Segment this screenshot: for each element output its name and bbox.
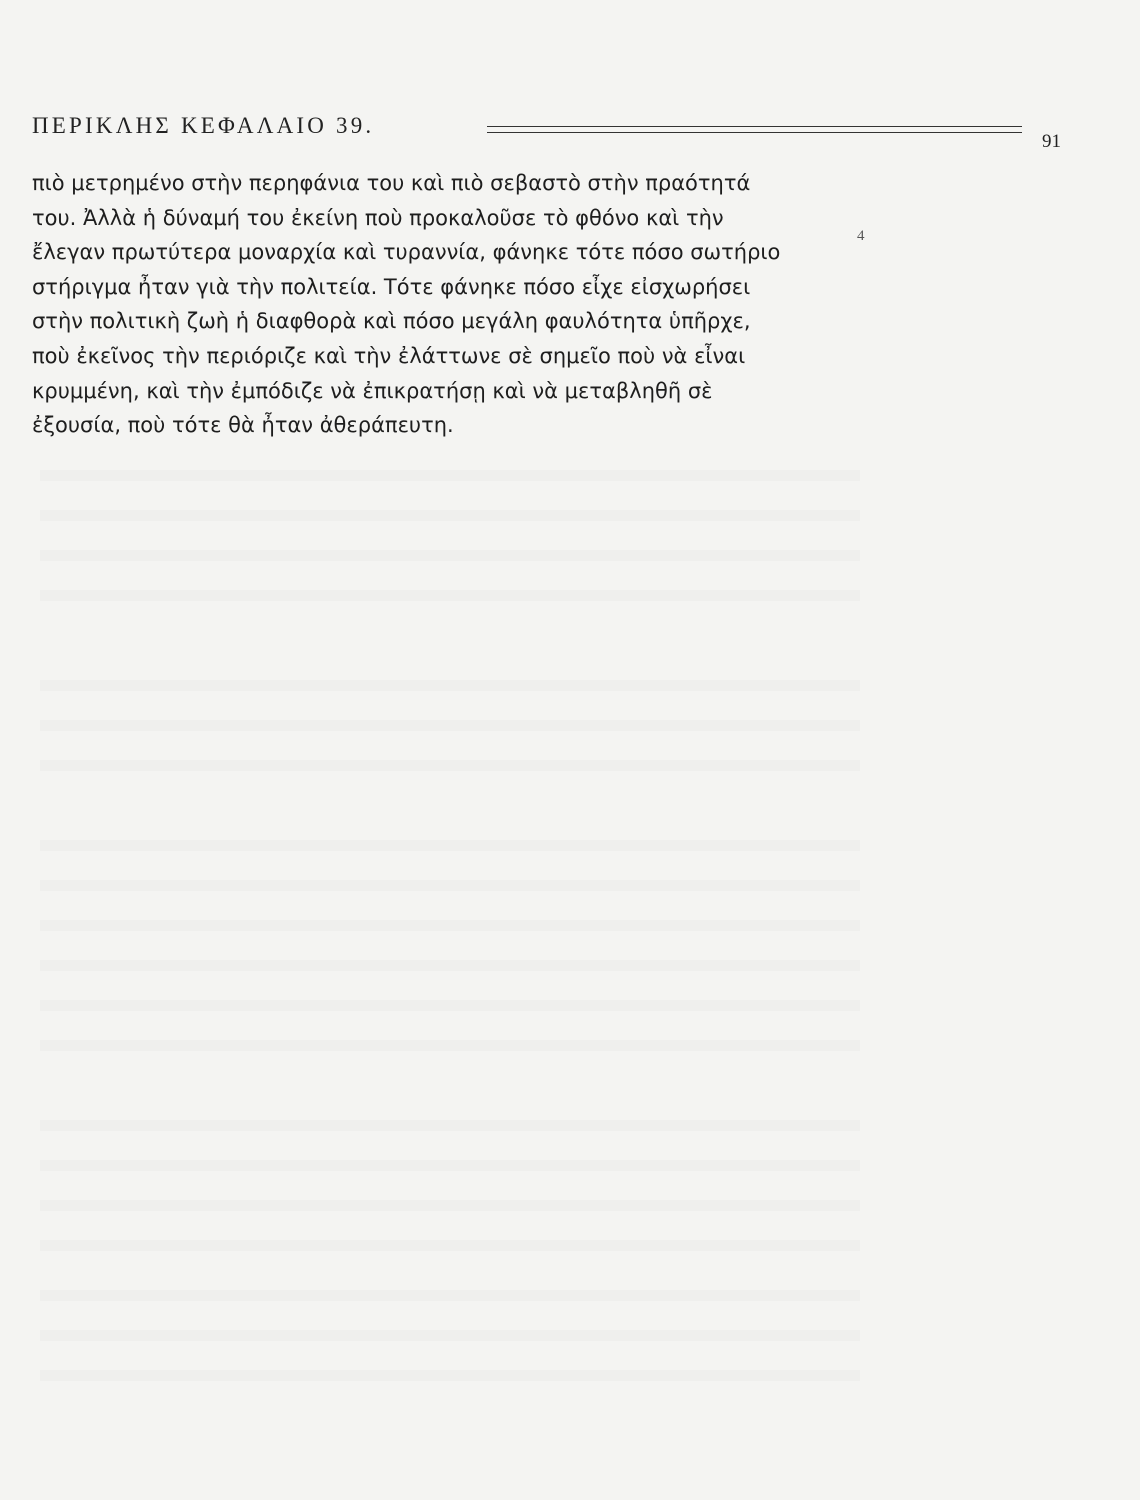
show-through <box>40 840 860 851</box>
show-through <box>40 1330 860 1341</box>
page-number: 91 <box>1042 131 1061 152</box>
show-through <box>40 1290 860 1301</box>
show-through <box>40 760 860 771</box>
show-through <box>40 590 860 601</box>
body-text <box>0 166 860 443</box>
show-through <box>40 680 860 691</box>
text-line: κρυμμένη, καὶ τὴν ἐμπόδιζε νὰ ἐπικρατήσῃ καὶ νὰ μεταβληθῆ σὲ <box>32 378 713 403</box>
text-line: ἐξουσία, ποὺ τότε θὰ ἦταν ἀθεράπευτη. <box>32 413 454 438</box>
page-header <box>32 113 1112 153</box>
show-through <box>40 1120 860 1131</box>
text-line: πιὸ μετρημένο στὴν περηφάνια του καὶ πιὸ σεβαστὸ στὴν πραότητά <box>32 171 751 195</box>
show-through <box>40 1040 860 1051</box>
margin-line-number: 4 <box>857 228 865 244</box>
text-line: ποὺ ἐκεῖνος τὴν περιόριζε καὶ τὴν ἐλάττωνε σὲ σημεῖο ποὺ νὰ εἶναι <box>32 343 746 368</box>
text-line: του. Ἀλλὰ ἡ δύναμή του ἐκείνη ποὺ προκαλοῦσε τὸ φθόνο καὶ τὴν <box>32 205 724 230</box>
show-through <box>40 1160 860 1171</box>
show-through <box>40 920 860 931</box>
show-through <box>40 720 860 731</box>
header-rule-bottom <box>487 132 1022 133</box>
text-line: ἔλεγαν πρωτύτερα μοναρχία καὶ τυραννία, φάνηκε τότε πόσο σωτήριο <box>32 240 781 265</box>
show-through <box>40 1000 860 1011</box>
show-through <box>40 880 860 891</box>
show-through <box>40 510 860 521</box>
show-through <box>40 1200 860 1211</box>
show-through <box>40 550 860 561</box>
running-head: ΠΕΡΙΚΛΗΣ ΚΕΦΑΛΑΙΟ 39. <box>32 113 375 138</box>
show-through <box>40 960 860 971</box>
show-through <box>40 1240 860 1251</box>
header-rule-top <box>487 126 1022 127</box>
show-through <box>40 470 860 481</box>
text-line: στὴν πολιτικὴ ζωὴ ἡ διαφθορὰ καὶ πόσο μεγάλη φαυλότητα ὑπῆρχε, <box>32 309 751 334</box>
text-line: στήριγμα ἦταν γιὰ τὴν πολιτεία. Τότε φάνηκε πόσο εἶχε εἰσχωρήσει <box>32 274 751 299</box>
show-through <box>40 1370 860 1381</box>
